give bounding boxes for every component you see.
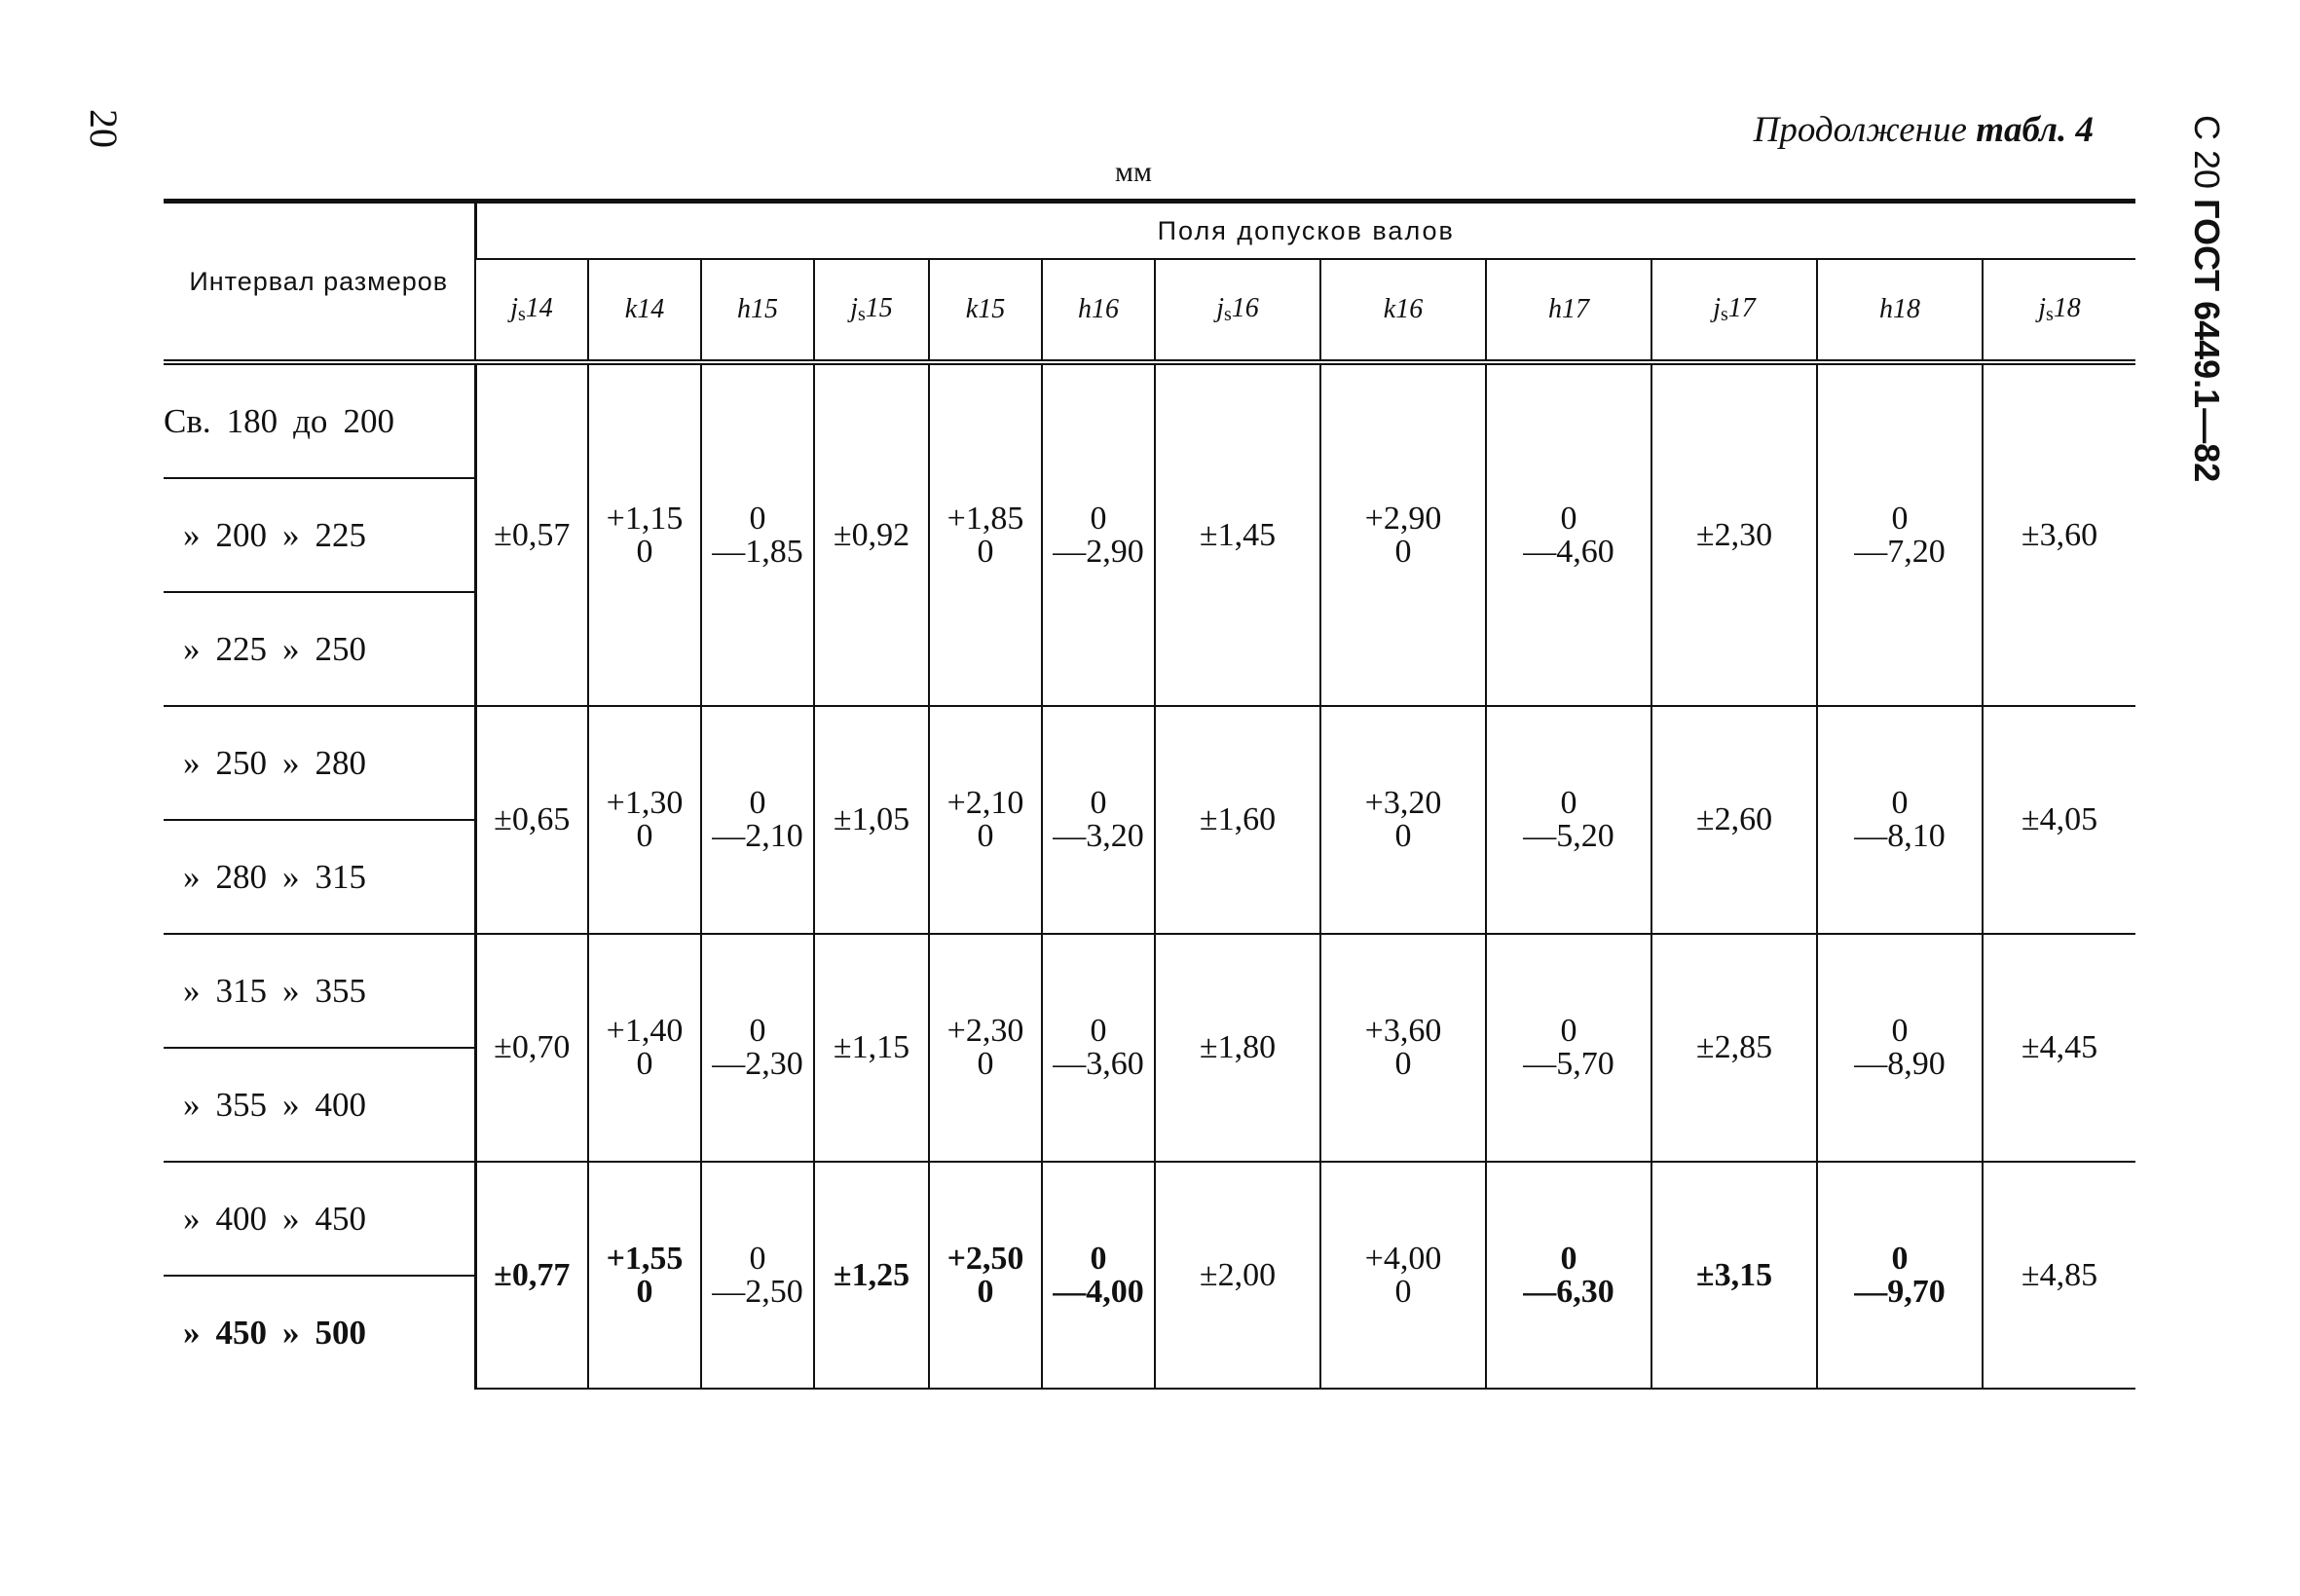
tolerance-cell [1486,1162,1651,1389]
table-continuation-caption [1754,109,2094,151]
tolerance-lower: —9,70 [1854,1273,1946,1310]
tolerance-upper: ±3,15 [1695,1256,1773,1293]
column-header-base: k14 [624,294,665,324]
column-header-base: j [2038,293,2046,323]
tolerance-cell [1651,362,1817,706]
tolerance-cell [1042,706,1155,934]
tolerance-upper: +1,85 [946,500,1024,537]
tolerance-lower: —1,85 [712,533,803,570]
interval-to-word: » [282,971,300,1010]
tolerance-upper: 0 [1891,500,1909,537]
tolerance-cell [475,934,588,1162]
tolerance-lower: 0 [636,818,653,854]
interval-from: 250 [215,743,267,782]
tolerance-lower: —8,10 [1854,818,1946,854]
tolerance-cell [1983,706,2135,934]
column-header-number: 16 [1231,293,1259,323]
tolerance-upper: 0 [1090,500,1107,537]
column-header [1983,259,2135,362]
tolerance-cell [1320,362,1486,706]
interval-to-word: » [282,857,300,896]
table-row [164,362,2135,478]
tolerance-cell [1817,1162,1983,1389]
column-header-number: 15 [865,293,893,323]
tolerance-upper: ±2,60 [1695,801,1773,837]
table-body [164,362,2135,1389]
column-header-base: j [1216,293,1224,323]
tolerance-upper: ±4,85 [2021,1256,2098,1293]
tolerance-lower: 0 [636,533,653,570]
tolerance-upper: 0 [1560,785,1577,821]
tolerance-cell [1155,1162,1320,1389]
tolerance-cell [701,934,814,1162]
interval-from-word: » [183,743,201,782]
tolerance-cell [1651,706,1817,934]
tolerance-upper: ±4,45 [2021,1029,2098,1065]
interval-cell [164,1048,475,1162]
units-label: мм [1115,156,1152,188]
tolerance-upper: ±2,85 [1695,1029,1773,1065]
interval-from: 225 [215,629,267,668]
tolerance-lower: —2,50 [712,1273,803,1310]
tolerance-lower: 0 [1394,1273,1412,1310]
tolerance-lower: 0 [977,818,994,854]
tolerance-upper: ±0,65 [494,801,571,837]
tolerance-cell [814,362,929,706]
tolerance-upper: 0 [749,1240,766,1277]
tolerance-lower: —7,20 [1854,533,1946,570]
column-header-base: h15 [737,294,778,324]
column-header-base: j [850,293,858,323]
interval-from-word: » [183,857,201,896]
tolerance-lower: —6,30 [1523,1273,1614,1310]
tolerance-lower: 0 [1394,818,1412,854]
tolerance-lower: —4,00 [1053,1273,1144,1310]
tolerance-upper: 0 [749,785,766,821]
tolerance-cell [1042,362,1155,706]
interval-from-word: » [183,1199,201,1238]
column-header [814,259,929,362]
tolerance-lower: 0 [1394,533,1412,570]
tolerance-cell [1042,1162,1155,1389]
tolerance-cell [929,362,1042,706]
tolerance-upper: ±3,60 [2021,516,2098,553]
tolerance-cell [588,934,701,1162]
tolerance-cell [1983,1162,2135,1389]
tolerance-upper: ±4,05 [2021,801,2098,837]
interval-from-word: » [183,1313,201,1352]
interval-to-word: » [282,1199,300,1238]
tolerance-lower: —3,60 [1053,1046,1144,1082]
tolerance-upper: 0 [749,500,766,537]
column-header [475,259,588,362]
interval-cell [164,592,475,706]
tolerance-lower: 0 [977,533,994,570]
table-row [164,706,2135,820]
column-header-number: 17 [1727,293,1756,323]
interval-to-word: » [282,1313,300,1352]
tolerance-upper: +3,60 [1364,1013,1442,1049]
tolerance-upper: +2,30 [946,1013,1024,1049]
tolerance-cell [588,1162,701,1389]
tolerance-cell [1155,706,1320,934]
tolerance-lower: —2,90 [1053,533,1144,570]
tolerance-upper: ±0,57 [494,516,571,553]
tolerance-cell [929,1162,1042,1389]
tolerance-cell [588,706,701,934]
tolerance-upper: +1,55 [606,1240,684,1277]
tolerance-lower: 0 [636,1273,653,1310]
interval-to: 315 [315,857,366,896]
tolerance-cell [1155,934,1320,1162]
tolerance-cell [701,1162,814,1389]
interval-from: 280 [215,857,267,896]
interval-to: 225 [315,515,366,554]
tolerance-upper: ±2,30 [1695,516,1773,553]
tolerance-upper: +3,20 [1364,785,1442,821]
interval-cell [164,820,475,934]
tolerance-cell [814,934,929,1162]
interval-from: 315 [215,971,267,1010]
tolerance-cell [1817,362,1983,706]
continuation-table-ref: табл. 4 [1976,110,2094,150]
tolerance-lower: —5,70 [1523,1046,1614,1082]
tolerance-upper: 0 [1560,1240,1577,1277]
interval-to: 200 [343,401,394,440]
column-header-base: j [510,293,518,323]
tolerance-upper: ±1,25 [833,1256,910,1293]
tolerance-upper: ±0,77 [494,1256,571,1293]
side-label-code: ГОСТ 6449.1—82 [2187,199,2227,483]
table-row [164,934,2135,1048]
tolerance-cell [1651,1162,1817,1389]
tolerance-cell [588,362,701,706]
tolerance-upper: 0 [749,1013,766,1049]
tolerance-cell [475,1162,588,1389]
column-header-subscript: s [1720,304,1728,325]
interval-cell [164,362,475,478]
column-header [701,259,814,362]
tolerance-cell [1983,934,2135,1162]
tolerance-cell [475,706,588,934]
tolerance-cell [1320,706,1486,934]
tolerance-cell [814,706,929,934]
interval-header: Интервал размеров [164,202,475,363]
tolerance-upper: +1,40 [606,1013,684,1049]
interval-cell [164,1162,475,1276]
tolerance-upper: 0 [1560,500,1577,537]
interval-to: 450 [315,1199,366,1238]
column-header-subscript: s [1223,304,1232,325]
tolerance-upper: +2,50 [946,1240,1024,1277]
column-header-base: k16 [1383,294,1424,324]
column-header [588,259,701,362]
tolerance-cell [1486,362,1651,706]
interval-from: 450 [215,1313,267,1352]
tolerance-upper: ±0,92 [833,516,910,553]
column-header [1042,259,1155,362]
tolerance-cell [1651,934,1817,1162]
tolerance-upper: +2,90 [1364,500,1442,537]
tolerance-cell [701,362,814,706]
tolerance-cell [929,706,1042,934]
column-header [929,259,1042,362]
tolerance-upper: +2,10 [946,785,1024,821]
tolerance-cell [1042,934,1155,1162]
column-header-base: h16 [1078,294,1119,324]
column-header [1817,259,1983,362]
tolerance-cell [701,706,814,934]
tolerance-upper: ±1,60 [1199,801,1277,837]
tolerance-upper: ±1,80 [1199,1029,1277,1065]
tolerance-lower: 0 [1394,1046,1412,1082]
interval-cell [164,706,475,820]
column-header-base: j [1713,293,1721,323]
interval-to-word: » [282,1085,300,1124]
column-header-subscript: s [2045,304,2054,325]
tolerance-upper: 0 [1891,785,1909,821]
tolerance-upper: 0 [1090,1240,1107,1277]
tolerance-upper: ±1,45 [1199,516,1277,553]
tolerance-lower: —4,60 [1523,533,1614,570]
tolerance-upper: 0 [1891,1240,1909,1277]
tolerance-lower: —2,30 [712,1046,803,1082]
column-header [1320,259,1486,362]
group-header: Поля допусков валов [475,202,2135,260]
interval-from-word: » [183,1085,201,1124]
tolerance-upper: +1,15 [606,500,684,537]
tolerance-upper: ±2,00 [1199,1256,1277,1293]
tolerance-cell [929,934,1042,1162]
column-header-base: k15 [965,294,1006,324]
tolerance-upper: +4,00 [1364,1240,1442,1277]
interval-from: 180 [226,401,278,440]
tolerance-cell [1486,934,1651,1162]
tolerance-upper: 0 [1090,1013,1107,1049]
table-row [164,1162,2135,1276]
interval-from-word: » [183,515,201,554]
tolerance-cell [475,362,588,706]
column-header-subscript: s [857,304,866,325]
interval-to-word: до [293,401,328,440]
tolerance-lower: 0 [977,1273,994,1310]
interval-cell [164,1276,475,1389]
tolerance-lower: 0 [977,1046,994,1082]
tolerance-cell [1817,934,1983,1162]
tolerance-cell [1320,1162,1486,1389]
interval-from: 200 [215,515,267,554]
interval-cell [164,934,475,1048]
column-header [1155,259,1320,362]
interval-to: 355 [315,971,366,1010]
standard-side-label [2186,115,2227,482]
tolerance-lower: —3,20 [1053,818,1144,854]
header-row-group [164,202,2135,260]
column-header-number: 14 [525,293,553,323]
tolerance-lower: —2,10 [712,818,803,854]
side-label-prefix: С 20 [2187,115,2227,190]
interval-from: 400 [215,1199,267,1238]
tolerance-lower: —5,20 [1523,818,1614,854]
interval-cell [164,478,475,592]
tolerance-upper: 0 [1090,785,1107,821]
tolerance-cell [1155,362,1320,706]
tolerance-cell [1817,706,1983,934]
interval-from: 355 [215,1085,267,1124]
column-header [1486,259,1651,362]
interval-to: 280 [315,743,366,782]
interval-from-word: » [183,971,201,1010]
interval-to: 250 [315,629,366,668]
column-header-base: h17 [1548,294,1589,324]
tolerance-upper: 0 [1560,1013,1577,1049]
tolerance-cell [1983,362,2135,706]
tolerance-cell [1320,934,1486,1162]
tolerance-lower: 0 [636,1046,653,1082]
tolerance-table [164,199,2135,1390]
interval-to-word: » [282,743,300,782]
tolerance-cell [1486,706,1651,934]
interval-to: 500 [315,1313,366,1352]
page-number: 20 [82,109,126,148]
column-header-subscript: s [517,304,526,325]
tolerance-upper: ±1,15 [833,1029,910,1065]
column-header [1651,259,1817,362]
interval-from-word: Св. [164,401,211,440]
tolerance-upper: ±0,70 [494,1029,571,1065]
tolerance-cell [814,1162,929,1389]
tolerance-upper: ±1,05 [833,801,910,837]
interval-to-word: » [282,629,300,668]
column-header-number: 18 [2053,293,2081,323]
interval-to-word: » [282,515,300,554]
continuation-prefix: Продолжение [1753,110,1967,150]
interval-to: 400 [315,1085,366,1124]
tolerance-upper: 0 [1891,1013,1909,1049]
tolerance-lower: —8,90 [1854,1046,1946,1082]
interval-from-word: » [183,629,201,668]
column-header-base: h18 [1879,294,1920,324]
tolerance-upper: +1,30 [606,785,684,821]
